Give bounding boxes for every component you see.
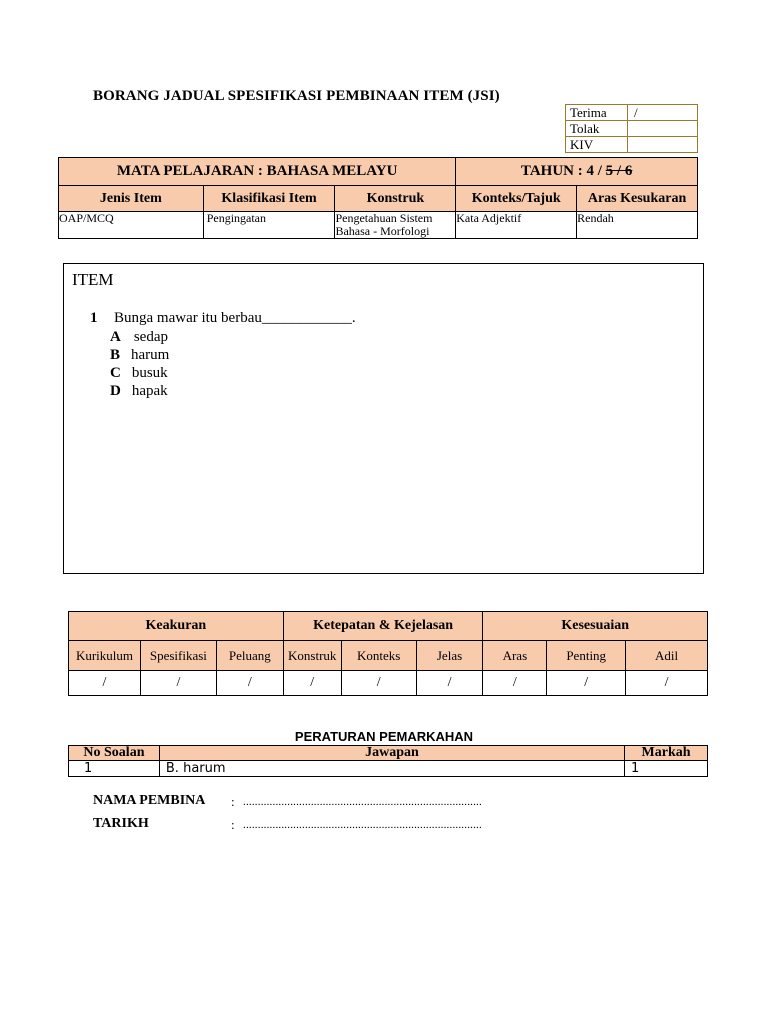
criterion-label: Penting — [547, 641, 626, 671]
year-selected: 4 / — [586, 163, 602, 179]
category-row — [69, 612, 708, 641]
criterion-mark[interactable]: / — [69, 671, 141, 696]
status-label: KIV — [566, 137, 628, 153]
builder-colon: : — [231, 794, 235, 809]
form-title: BORANG JADUAL SPESIFIKASI PEMBINAAN ITEM (JSI) — [93, 88, 500, 104]
builder-name-field[interactable]: ................................................................................. — [243, 796, 482, 808]
criterion-label: Kurikulum — [69, 641, 141, 671]
option-text: hapak — [131, 383, 168, 399]
item-heading: ITEM — [72, 270, 114, 289]
option-text: sedap — [133, 329, 168, 345]
marking-table — [68, 745, 708, 777]
marking-header: Jawapan — [159, 746, 624, 761]
marking-header: No Soalan — [69, 746, 160, 761]
marking-row — [69, 761, 708, 777]
builder-label: NAMA PEMBINA — [93, 793, 206, 808]
option-letter: D — [110, 383, 121, 399]
status-mark[interactable] — [627, 137, 697, 153]
spec-header: Aras Kesukaran — [577, 186, 698, 212]
item-box — [63, 263, 704, 574]
marking-header-row — [69, 746, 708, 761]
spec-value: OAP/MCQ — [59, 212, 204, 239]
mark-row — [69, 671, 708, 696]
question-number: 1 — [90, 310, 98, 326]
option-b — [110, 346, 169, 364]
spec-header: Jenis Item — [59, 186, 204, 212]
spec-header: Konstruk — [335, 186, 456, 212]
spec-table — [58, 157, 698, 239]
subject-row — [59, 158, 698, 186]
status-label: Tolak — [566, 121, 628, 137]
criterion-mark[interactable]: / — [416, 671, 483, 696]
date-field[interactable]: ................................................................................. — [243, 819, 482, 831]
criterion-mark[interactable]: / — [283, 671, 341, 696]
spec-header-row — [59, 186, 698, 212]
date-colon: : — [231, 817, 235, 832]
criterion-mark[interactable]: / — [547, 671, 626, 696]
criterion-label: Konstruk — [283, 641, 341, 671]
spec-header: Klasifikasi Item — [203, 186, 335, 212]
option-text: busuk — [131, 365, 168, 381]
status-row-terima — [566, 105, 698, 121]
criterion-mark[interactable]: / — [216, 671, 283, 696]
marking-title: PERATURAN PEMARKAHAN — [294, 729, 474, 744]
spec-value-row — [59, 212, 698, 239]
year-struck: 5 / 6 — [605, 163, 633, 179]
option-letter: B — [110, 347, 121, 363]
criterion-label: Adil — [626, 641, 708, 671]
mark[interactable]: 1 — [625, 761, 708, 777]
spec-value: Rendah — [577, 212, 698, 239]
spec-value: Kata Adjektif — [456, 212, 577, 239]
marking-header: Markah — [625, 746, 708, 761]
option-letter: A — [110, 329, 121, 345]
option-letter: C — [110, 365, 121, 381]
subject-label: MATA PELAJARAN : BAHASA MELAYU — [59, 158, 456, 186]
answer[interactable]: B. harum — [159, 761, 624, 777]
criterion-label: Aras — [483, 641, 547, 671]
category-kesesuaian: Kesesuaian — [483, 612, 708, 641]
year-cell — [456, 158, 698, 186]
date-label: TARIKH — [93, 816, 149, 831]
criteria-row — [69, 641, 708, 671]
option-d — [110, 382, 168, 400]
criterion-mark[interactable]: / — [341, 671, 416, 696]
criterion-mark[interactable]: / — [483, 671, 547, 696]
category-keakuran: Keakuran — [69, 612, 284, 641]
spec-value: Pengingatan — [203, 212, 335, 239]
status-mark[interactable]: / — [627, 105, 697, 121]
category-ketepatan: Ketepatan & Kejelasan — [283, 612, 483, 641]
option-a — [110, 328, 168, 346]
option-text: harum — [131, 347, 170, 363]
year-label: TAHUN : — [520, 163, 583, 179]
option-c — [110, 364, 168, 382]
spec-value: Pengetahuan Sistem Bahasa - Morfologi — [335, 212, 456, 239]
status-label: Terima — [566, 105, 628, 121]
spec-header: Konteks/Tajuk — [456, 186, 577, 212]
evaluation-table — [68, 611, 708, 696]
criterion-label: Jelas — [416, 641, 483, 671]
status-mark[interactable] — [627, 121, 697, 137]
criterion-label: Peluang — [216, 641, 283, 671]
criterion-mark[interactable]: / — [140, 671, 216, 696]
status-row-kiv — [566, 137, 698, 153]
criterion-label: Konteks — [341, 641, 416, 671]
status-row-tolak — [566, 121, 698, 137]
question-no: 1 — [69, 761, 160, 777]
criterion-mark[interactable]: / — [626, 671, 708, 696]
status-table — [565, 104, 698, 153]
criterion-label: Spesifikasi — [140, 641, 216, 671]
question-text: Bunga mawar itu berbau____________. — [114, 310, 356, 326]
